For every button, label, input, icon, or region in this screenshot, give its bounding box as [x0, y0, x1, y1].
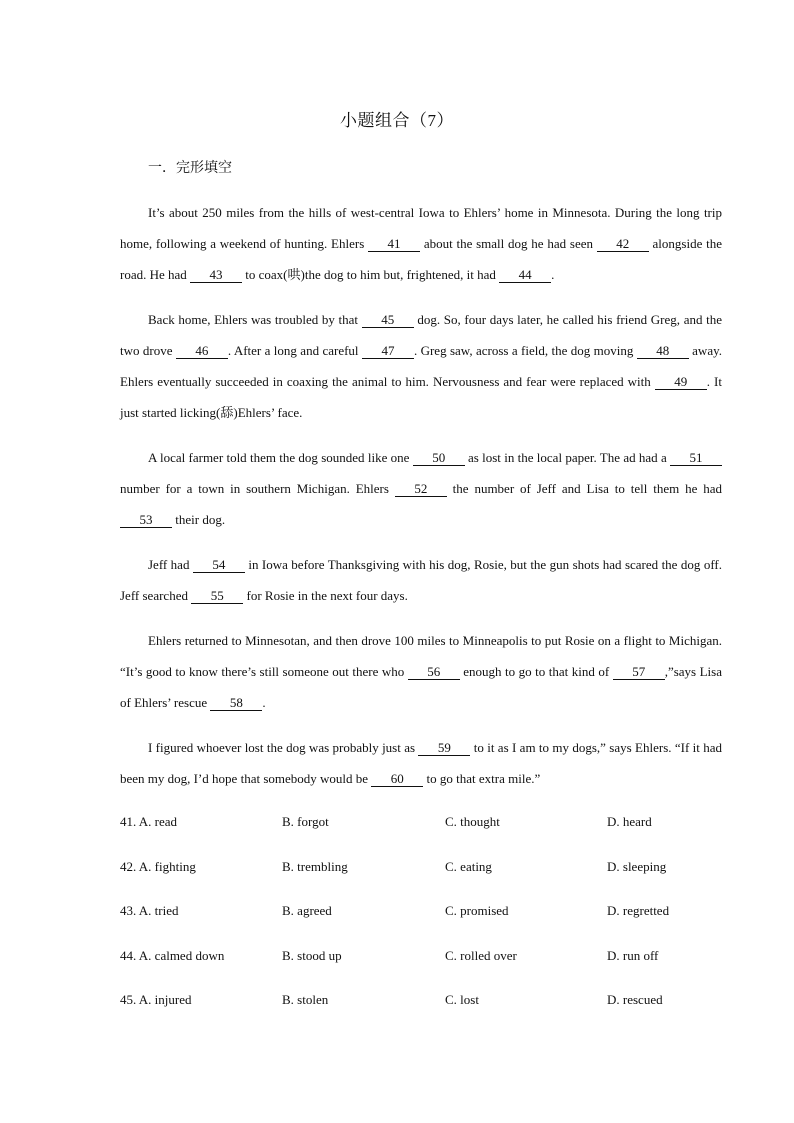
- option-c: C. promised: [445, 903, 509, 919]
- blank-47: 47: [362, 343, 414, 359]
- passage-text: their dog.: [172, 512, 226, 527]
- passage-paragraph: [120, 625, 722, 718]
- passage-text: I figured whoever lost the dog was probably just as: [148, 740, 419, 755]
- cloze-passage: [120, 197, 722, 808]
- blank-55: 55: [191, 588, 243, 604]
- passage-text: as lost in the local paper. The ad had a: [464, 450, 671, 465]
- option-d: D. rescued: [607, 992, 663, 1008]
- blank-54: 54: [193, 557, 245, 573]
- option-d: D. sleeping: [607, 858, 667, 874]
- passage-text: It’s about 250 miles from the hills of west-central Iowa to Ehlers’ home in Minnesota. During the long trip home, following a weekend of hunting. Ehlers: [120, 205, 722, 251]
- passage-text: . Greg saw, across a field, the dog moving: [413, 343, 637, 358]
- blank-48: 48: [637, 343, 689, 359]
- passage-text: the number of Jeff and Lisa to tell them he had: [446, 481, 723, 496]
- passage-text: .: [262, 695, 266, 710]
- blank-44: 44: [499, 267, 551, 283]
- blank-42: 42: [597, 236, 649, 252]
- page-title: 小题组合（7）: [340, 111, 454, 130]
- option-row: [120, 897, 740, 942]
- option-b: B. stood up: [282, 947, 342, 963]
- passage-text: in Iowa before Thanksgiving with his dog, Rosie, but the gun shots had scared the dog off. Jeff searched: [120, 557, 722, 603]
- option-b: B. stolen: [282, 992, 329, 1008]
- passage-text: . After a long and careful: [227, 343, 362, 358]
- option-d: D. run off: [607, 947, 659, 963]
- passage-text: to it as I am to my dogs,” says Ehlers. “If it had been my dog, I’d hope that somebody would be: [120, 740, 722, 786]
- blank-52: 52: [395, 481, 447, 497]
- option-a: 45. A. injured: [120, 992, 192, 1008]
- option-c: C. thought: [445, 814, 500, 829]
- blank-43: 43: [190, 267, 242, 283]
- blank-59: 59: [418, 740, 470, 756]
- passage-text: Jeff had: [148, 557, 193, 572]
- option-c: C. lost: [445, 992, 479, 1008]
- option-b: B. trembling: [282, 858, 348, 874]
- passage-text: number for a town in southern Michigan. Ehlers: [120, 481, 395, 496]
- option-a: 43. A. tried: [120, 903, 179, 919]
- blank-57: 57: [613, 664, 665, 680]
- option-c: C. eating: [445, 858, 492, 874]
- blank-60: 60: [371, 771, 423, 787]
- passage-text: dog. So, four days later, he called his friend Greg, and the two drove: [120, 312, 722, 358]
- passage-paragraph: [120, 549, 722, 611]
- passage-text: to coax(哄)the dog to him but, frightened, it had: [242, 267, 500, 282]
- passage-text: .: [551, 267, 555, 282]
- passage-text: Back home, Ehlers was troubled by that: [148, 312, 362, 327]
- section-heading: 一．完形填空: [148, 161, 232, 176]
- passage-text: enough to go to that kind of: [459, 664, 613, 679]
- blank-50: 50: [413, 450, 465, 466]
- passage-text: Ehlers returned to Minnesotan, and then drove 100 miles to Minneapolis to put Rosie on a flight to Michigan. “It’s good to know there’s still someone out there who: [120, 633, 722, 679]
- blank-41: 41: [368, 236, 420, 252]
- passage-text: A local farmer told them the dog sounded like one: [148, 450, 413, 465]
- blank-46: 46: [176, 343, 228, 359]
- option-row: [120, 986, 740, 1031]
- blank-53: 53: [120, 512, 172, 528]
- option-row: [120, 808, 740, 853]
- passage-text: alongside the road. He had: [120, 236, 722, 282]
- passage-paragraph: [120, 197, 722, 290]
- passage-text: to go that extra mile.”: [423, 771, 541, 786]
- passage-paragraph: [120, 732, 722, 794]
- passage-text: away. Ehlers eventually succeeded in coaxing the animal to him. Nervousness and fear were replaced with: [120, 343, 722, 389]
- blank-56: 56: [408, 664, 460, 680]
- blank-45: 45: [362, 312, 414, 328]
- option-b: B. agreed: [282, 903, 332, 919]
- passage-paragraph: [120, 442, 722, 535]
- option-c: C. rolled over: [445, 947, 517, 963]
- answer-options: [120, 808, 740, 1031]
- option-a: 42. A. fighting: [120, 858, 196, 874]
- option-a: 41. A. read: [120, 814, 178, 829]
- option-d: D. regretted: [607, 903, 670, 919]
- passage-text: about the small dog he had seen: [420, 236, 597, 251]
- blank-49: 49: [655, 374, 707, 390]
- passage-text: . It just started licking(舔)Ehlers’ face.: [120, 374, 722, 420]
- passage-text: ,”says Lisa of Ehlers’ rescue: [120, 664, 722, 710]
- passage-paragraph: [120, 304, 722, 428]
- blank-58: 58: [210, 695, 262, 711]
- option-row: [120, 942, 740, 987]
- option-row: [120, 853, 740, 898]
- option-d: D. heard: [607, 814, 652, 829]
- passage-text: for Rosie in the next four days.: [243, 588, 408, 603]
- option-b: B. forgot: [282, 814, 329, 829]
- blank-51: 51: [670, 450, 722, 466]
- option-a: 44. A. calmed down: [120, 947, 225, 963]
